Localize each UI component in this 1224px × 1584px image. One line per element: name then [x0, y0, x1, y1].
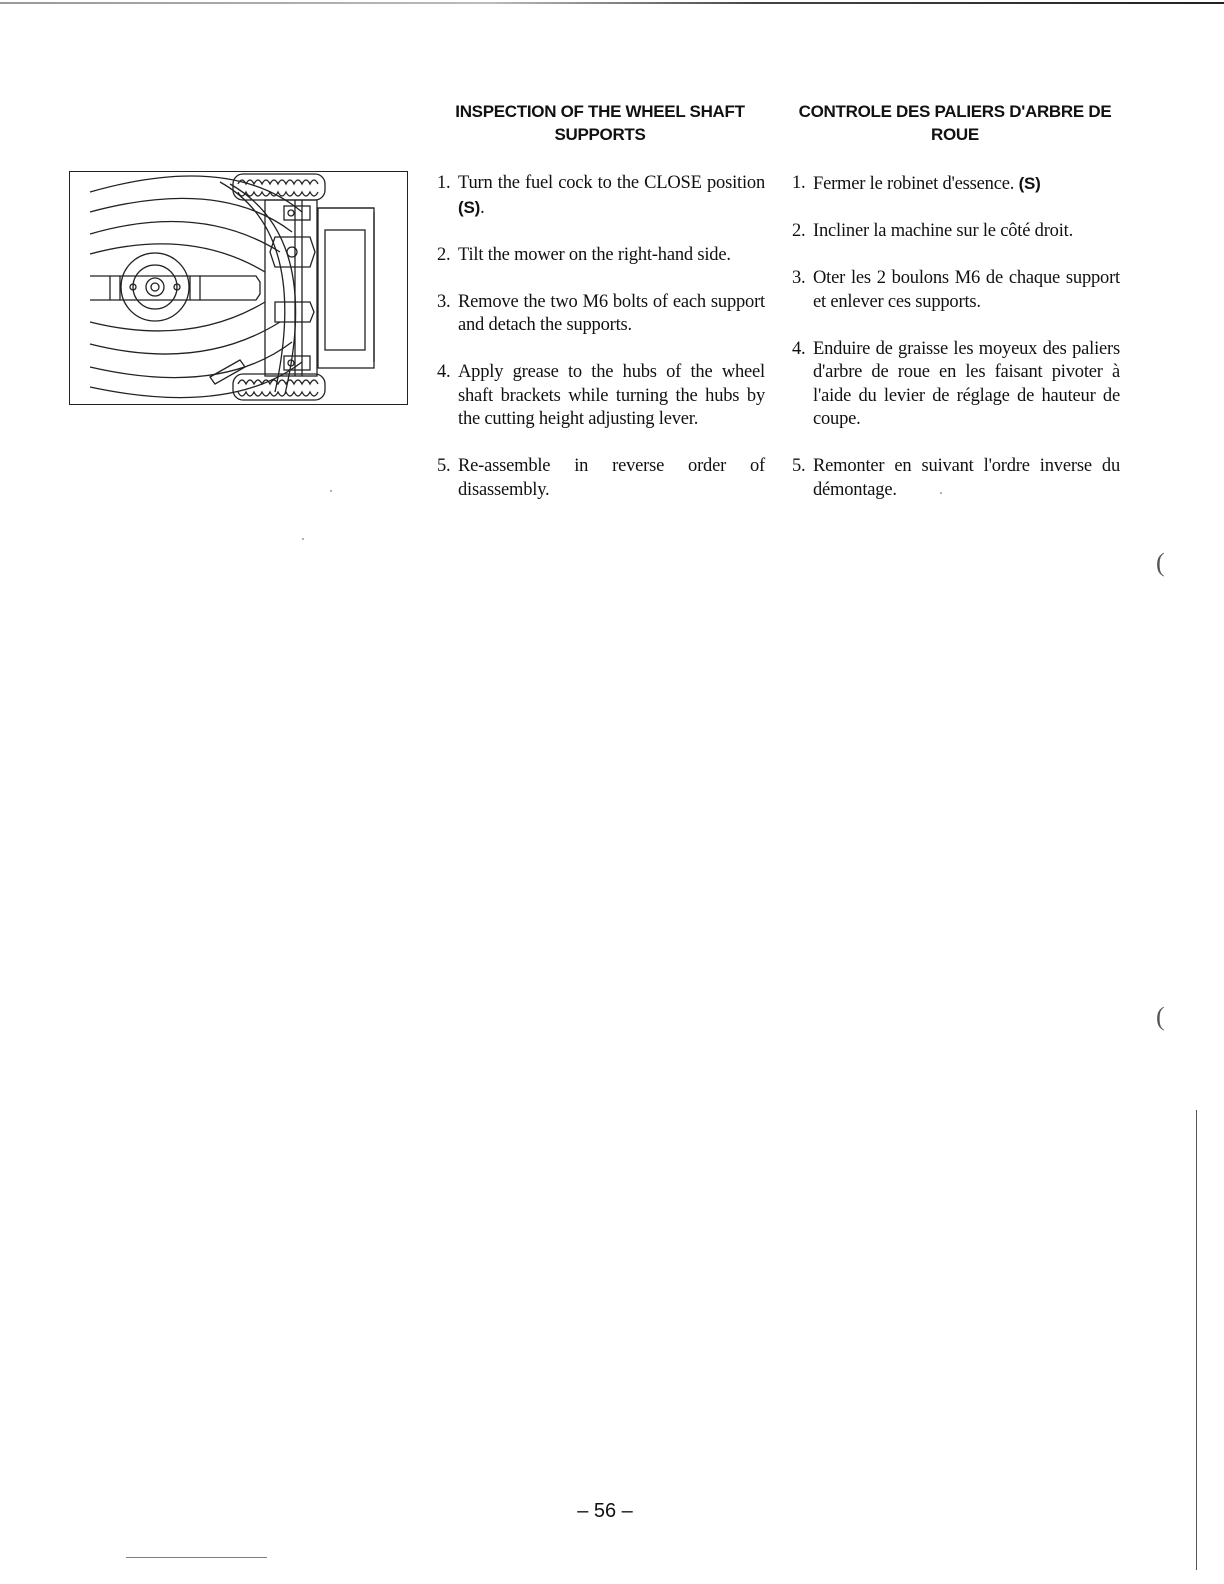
scan-speck [940, 492, 942, 494]
page-number: – 56 – [577, 1500, 633, 1522]
step-text: Remove the two M6 bolts of each support and detach the supports. [458, 291, 765, 335]
step-number: 5. [437, 456, 451, 476]
french-step-2 [790, 220, 1120, 244]
french-step-3 [790, 267, 1120, 314]
english-step-3 [435, 291, 765, 338]
step-number: 4. [792, 338, 806, 359]
step-number: 3. [437, 291, 451, 312]
step-number: 3. [792, 268, 806, 288]
right-edge-rule [1196, 1110, 1197, 1570]
step-number: 1. [792, 173, 806, 193]
step-text: Fermer le robinet d'essence. [813, 174, 1019, 194]
top-rule [0, 2, 1224, 4]
english-step-5 [435, 455, 765, 502]
step-number: 1. [437, 173, 451, 193]
scan-speck [302, 538, 304, 540]
lawn-mower-underside-icon [70, 172, 407, 404]
english-step-1 [435, 172, 765, 220]
french-column [790, 100, 1120, 526]
step-number: 5. [792, 456, 806, 476]
scan-speck [330, 490, 332, 492]
english-step-2 [435, 244, 765, 268]
step-number: 2. [437, 244, 451, 265]
english-step-4 [435, 361, 765, 432]
step-text: Oter les 2 boulons M6 de chaque support et enlever ces supports. [813, 268, 1120, 312]
mower-diagram-figure [69, 171, 408, 405]
french-heading: CONTROLE DES PALIERS D'ARBRE DE ROUE [798, 102, 1112, 144]
bottom-rule [126, 1557, 267, 1558]
step-text: Remonter en suivant l'ordre inverse du démontage. [813, 456, 1120, 500]
step-text: Tilt the mower on the right-hand side. [458, 244, 731, 265]
step-text: Incliner la machine sur le côté droit. [813, 221, 1074, 241]
step-number: 4. [437, 362, 451, 382]
french-step-5 [790, 455, 1120, 502]
english-steps-list [435, 172, 765, 502]
margin-paren-mark: ( [1156, 548, 1165, 577]
french-step-4 [790, 338, 1120, 432]
step-text: Apply grease to the hubs of the wheel shaft brackets while turning the hubs by the cutting height adjusting lever. [458, 362, 765, 429]
english-heading: INSPECTION OF THE WHEEL SHAFT SUPPORTS [455, 102, 745, 144]
step-text: Turn the fuel cock to the CLOSE position [458, 173, 765, 193]
french-steps-list [790, 172, 1120, 502]
step-text: Re-assemble in reverse order of disassembly. [458, 456, 765, 500]
margin-paren-mark: ( [1156, 1002, 1165, 1031]
step-number: 2. [792, 221, 806, 241]
english-column [435, 100, 765, 526]
step-text-end: . [480, 197, 485, 218]
step-text: Enduire de graisse les moyeux des paliers d'arbre de roue en les faisant pivoter à l'aide du levier de réglage de hauteur de coupe. [813, 338, 1120, 429]
step-bold-label: (S) [1018, 174, 1041, 193]
step-bold-label: (S) [458, 197, 481, 217]
french-step-1 [790, 172, 1120, 197]
